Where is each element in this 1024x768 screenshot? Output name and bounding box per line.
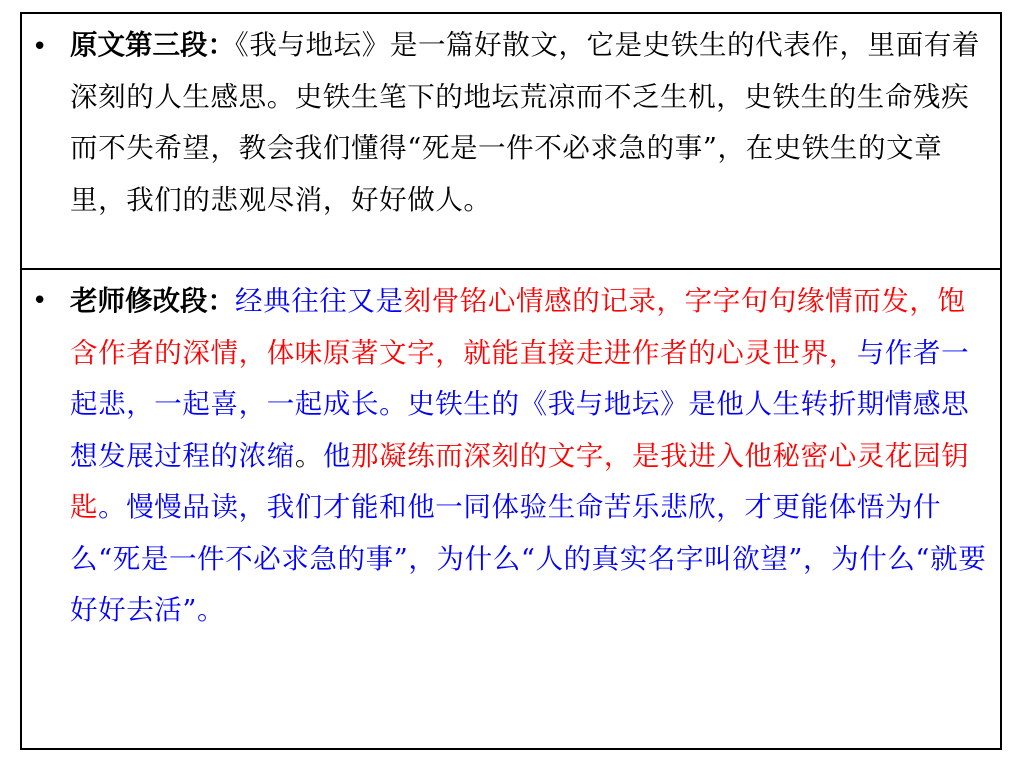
bullet-icon: •: [32, 286, 48, 316]
bullet-icon: •: [32, 32, 48, 62]
original-paragraph-label: 原文第三段：: [70, 29, 235, 61]
original-paragraph: [70, 20, 988, 226]
text-segment: 那凝练而深刻的文字，是我进入他秘密心灵花园钥匙: [70, 439, 970, 523]
revised-paragraph-label: 老师修改段：: [70, 285, 235, 317]
text-segment: 刻骨铭心情感的记录，字字句句缘情而发，饱含作者的深情，体味原著文字，就能直接走进作者的心灵世界，: [70, 285, 966, 369]
original-paragraph-text: 《我与地坛》是一篇好散文，它是史铁生的代表作，里面有着深刻的人生感思。史铁生笔下的地坛荒凉而不乏生机，史铁生的生命残疾而不失希望，教会我们懂得“死是一件不必求急的事”，在史铁生的文章里，我们的悲观尽消，好好做人。: [70, 29, 980, 216]
revised-paragraph-cell: [22, 270, 1000, 748]
text-segment: 。慢慢品读，我们才能和他一同体验生命苦乐悲欣，才更能体悟为什么“死是一件不必求急的事”，为什么“人的真实名字叫欲望”，为什么“就要好好去活”。: [70, 491, 987, 626]
content-table: [20, 12, 1002, 750]
revised-paragraph: [70, 276, 988, 637]
original-paragraph-cell: [22, 14, 1000, 270]
text-segment: 他: [322, 439, 352, 472]
text-segment: 。: [294, 439, 323, 472]
text-segment: 与作者一起悲，一起喜，一起成长。史铁生的《我与地坛》是他人生转折期情感思想发展过程的浓缩: [70, 336, 970, 472]
text-segment: 经典往往又是: [235, 285, 404, 317]
